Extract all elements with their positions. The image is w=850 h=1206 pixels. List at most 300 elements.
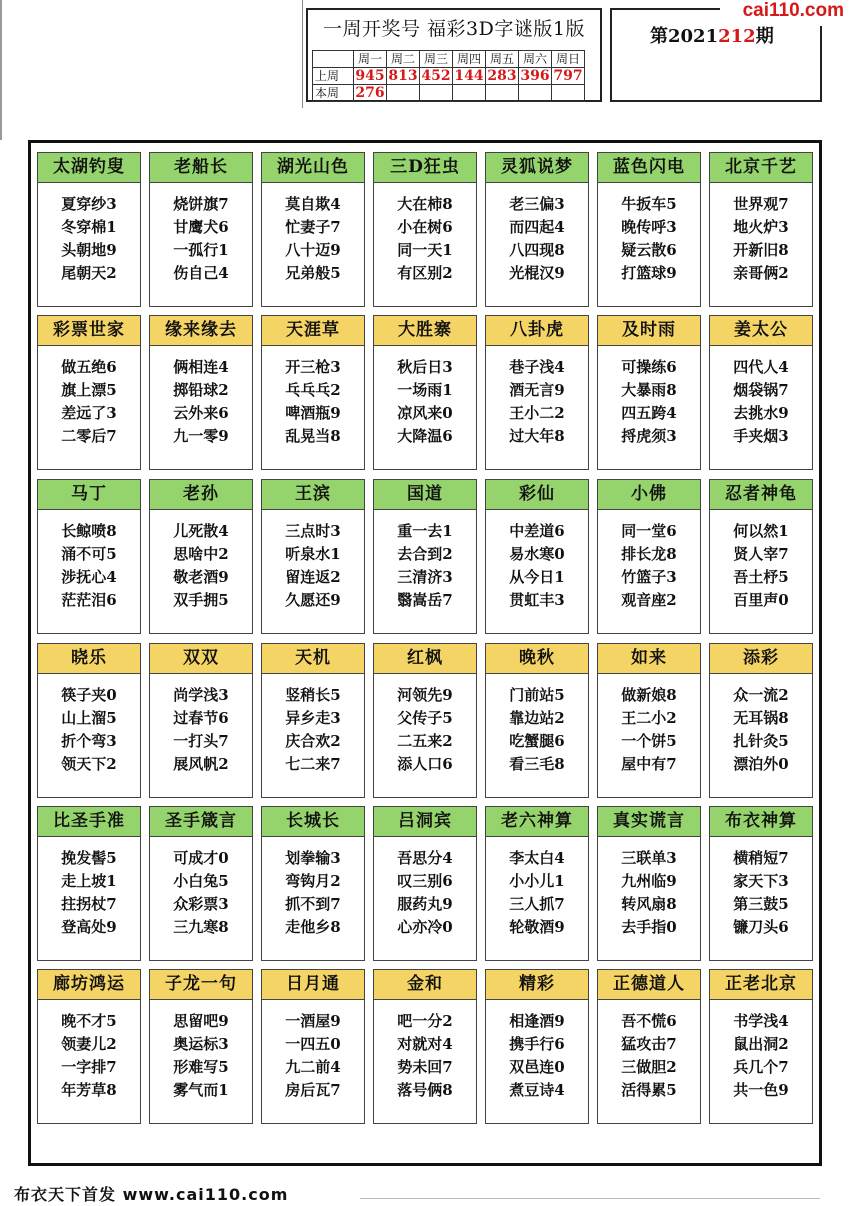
issue-highlight: 212 — [718, 26, 756, 47]
draw-number: 283 — [487, 68, 517, 84]
riddle-line: 家天下3 — [733, 872, 789, 890]
riddle-lines — [262, 193, 364, 285]
draw-number — [387, 85, 420, 102]
riddle-line: 九一零9 — [173, 427, 229, 445]
card-author-title: 姜太公 — [710, 316, 812, 346]
riddle-lines — [486, 356, 588, 448]
riddle-line: 无耳锅8 — [733, 709, 789, 727]
riddle-card — [373, 643, 477, 798]
day-label: 周日 — [552, 51, 585, 68]
riddle-lines — [150, 520, 252, 612]
riddle-line: 年芳草8 — [61, 1081, 117, 1099]
riddle-lines — [598, 1010, 700, 1102]
card-author-title: 王滨 — [262, 480, 364, 510]
riddle-line: 八四现8 — [509, 241, 565, 259]
riddle-line: 屋中有7 — [621, 755, 677, 773]
riddle-line: 留连返2 — [285, 568, 341, 586]
draw-number: 144 — [454, 68, 484, 84]
card-author-title: 红枫 — [374, 644, 476, 674]
riddle-lines — [598, 193, 700, 285]
card-author-title: 正德道人 — [598, 970, 700, 1000]
riddle-card — [149, 806, 253, 961]
riddle-lines — [598, 356, 700, 448]
riddle-card — [597, 479, 701, 634]
riddle-line: 双邑连0 — [509, 1058, 565, 1076]
riddle-line: 涌不可5 — [61, 545, 117, 563]
draw-number — [453, 85, 486, 102]
riddle-line: 三清济3 — [397, 568, 453, 586]
corner-cell — [313, 51, 354, 68]
card-author-title: 国道 — [374, 480, 476, 510]
card-author-title: 长城长 — [262, 807, 364, 837]
riddle-lines — [262, 847, 364, 939]
riddle-line: 拄拐杖7 — [61, 895, 117, 913]
riddle-card — [709, 479, 813, 634]
riddle-line: 做新娘8 — [621, 686, 677, 704]
card-author-title: 精彩 — [486, 970, 588, 1000]
riddle-card — [261, 969, 365, 1124]
riddle-card — [149, 479, 253, 634]
riddle-line: 双手拥5 — [173, 591, 229, 609]
draw-number — [519, 85, 552, 102]
riddle-lines — [598, 520, 700, 612]
riddle-line: 煮豆诗4 — [509, 1081, 565, 1099]
riddle-line: 弯钩月2 — [285, 872, 341, 890]
riddle-line: 涉抚心4 — [61, 568, 117, 586]
riddle-line: 叹三别6 — [397, 872, 453, 890]
riddle-card — [485, 152, 589, 307]
riddle-card — [709, 969, 813, 1124]
riddle-card — [373, 806, 477, 961]
riddle-line: 雾气而1 — [173, 1081, 229, 1099]
riddle-line: 共一色9 — [733, 1081, 789, 1099]
riddle-line: 思留吧9 — [173, 1012, 229, 1030]
riddle-line: 而四起4 — [509, 218, 565, 236]
riddle-line: 庆合欢2 — [285, 732, 341, 750]
last-week-row — [313, 68, 585, 85]
riddle-card — [37, 479, 141, 634]
riddle-line: 添人口6 — [397, 755, 453, 773]
riddle-lines — [710, 684, 812, 776]
riddle-line: 世界观7 — [733, 195, 789, 213]
riddle-line: 吾思分4 — [397, 849, 453, 867]
card-author-title: 天涯草 — [262, 316, 364, 346]
riddle-line: 久愿还9 — [285, 591, 341, 609]
riddle-line: 登高处9 — [61, 918, 117, 936]
card-author-title: 小佛 — [598, 480, 700, 510]
riddle-card — [261, 315, 365, 470]
riddle-line: 三做胆2 — [621, 1058, 677, 1076]
riddle-line: 中差道6 — [509, 522, 565, 540]
card-author-title: 双双 — [150, 644, 252, 674]
riddle-card — [373, 152, 477, 307]
riddle-line: 掷铅球2 — [173, 381, 229, 399]
draw-number — [486, 85, 519, 102]
riddle-line: 书学浅4 — [733, 1012, 789, 1030]
riddle-line: 活得累5 — [621, 1081, 677, 1099]
riddle-lines — [374, 684, 476, 776]
riddle-line: 第三鼓5 — [733, 895, 789, 913]
riddle-line: 捋虎须3 — [621, 427, 677, 445]
riddle-line: 从今日1 — [509, 568, 565, 586]
riddle-lines — [374, 520, 476, 612]
riddle-line: 吃蟹腿6 — [509, 732, 565, 750]
riddle-line: 看三毛8 — [509, 755, 565, 773]
riddle-line: 吾土杼5 — [733, 568, 789, 586]
riddle-line: 小白兔5 — [173, 872, 229, 890]
riddle-grid-frame — [28, 140, 822, 1166]
riddle-line: 听泉水1 — [285, 545, 341, 563]
riddle-line: 老三偏3 — [509, 195, 565, 213]
riddle-line: 竖稍长5 — [285, 686, 341, 704]
riddle-line: 茫茫泪6 — [61, 591, 117, 609]
riddle-line: 一字排7 — [61, 1058, 117, 1076]
card-author-title: 添彩 — [710, 644, 812, 674]
riddle-line: 冬穿棉1 — [61, 218, 117, 236]
riddle-line: 晚不才5 — [61, 1012, 117, 1030]
riddle-card — [373, 479, 477, 634]
riddle-line: 过春节6 — [173, 709, 229, 727]
riddle-line: 晚传呼3 — [621, 218, 677, 236]
riddle-line: 七二来7 — [285, 755, 341, 773]
riddle-line: 势未回7 — [397, 1058, 453, 1076]
riddle-lines — [38, 684, 140, 776]
card-author-title: 真实谎言 — [598, 807, 700, 837]
riddle-line: 一四五0 — [285, 1035, 341, 1053]
riddle-lines — [150, 847, 252, 939]
footer-rule — [360, 1198, 820, 1199]
riddle-line: 易水寒0 — [509, 545, 565, 563]
card-author-title: 金和 — [374, 970, 476, 1000]
card-author-title: 马丁 — [38, 480, 140, 510]
card-author-title: 灵狐说梦 — [486, 153, 588, 183]
card-author-title: 大胜寨 — [374, 316, 476, 346]
card-author-title: 比圣手准 — [38, 807, 140, 837]
riddle-lines — [710, 193, 812, 285]
riddle-lines — [486, 684, 588, 776]
riddle-card — [373, 315, 477, 470]
riddle-card — [597, 969, 701, 1124]
riddle-card — [597, 152, 701, 307]
riddle-lines — [598, 684, 700, 776]
riddle-card — [37, 643, 141, 798]
riddle-card — [149, 152, 253, 307]
card-author-title: 蓝色闪电 — [598, 153, 700, 183]
riddle-card — [597, 806, 701, 961]
riddle-lines — [710, 1010, 812, 1102]
riddle-line: 领妻儿2 — [61, 1035, 117, 1053]
riddle-lines — [262, 1010, 364, 1102]
riddle-line: 俩相连4 — [173, 358, 229, 376]
riddle-line: 相逢酒9 — [509, 1012, 565, 1030]
riddle-line: 一打头7 — [173, 732, 229, 750]
riddle-line: 服药丸9 — [397, 895, 453, 913]
riddle-line: 差远了3 — [61, 404, 117, 422]
riddle-line: 烧饼旗7 — [173, 195, 229, 213]
riddle-line: 漂泊外0 — [733, 755, 789, 773]
riddle-lines — [486, 193, 588, 285]
riddle-lines — [486, 520, 588, 612]
riddle-line: 兄弟般5 — [285, 264, 341, 282]
riddle-line: 小在树6 — [397, 218, 453, 236]
riddle-card — [261, 152, 365, 307]
riddle-card — [37, 152, 141, 307]
riddle-line: 靠边站2 — [509, 709, 565, 727]
riddle-line: 横稍短7 — [733, 849, 789, 867]
riddle-line: 翳嵩岳7 — [397, 591, 453, 609]
riddle-card — [709, 806, 813, 961]
riddle-line: 众一流2 — [733, 686, 789, 704]
riddle-line: 小小儿1 — [509, 872, 565, 890]
riddle-line: 同一天1 — [397, 241, 453, 259]
riddle-line: 秋后日3 — [397, 358, 453, 376]
card-author-title: 三D狂虫 — [374, 153, 476, 183]
riddle-line: 九二前4 — [285, 1058, 341, 1076]
riddle-line: 三九寒8 — [173, 918, 229, 936]
riddle-lines — [38, 847, 140, 939]
riddle-line: 挽发髻5 — [61, 849, 117, 867]
riddle-line: 可操练6 — [621, 358, 677, 376]
riddle-line: 亲哥俩2 — [733, 264, 789, 282]
riddle-line: 尚学浅3 — [173, 686, 229, 704]
riddle-line: 伤自己4 — [173, 264, 229, 282]
riddle-line: 携手行6 — [509, 1035, 565, 1053]
riddle-lines — [38, 193, 140, 285]
riddle-card — [709, 152, 813, 307]
riddle-lines — [486, 847, 588, 939]
riddle-line: 走上坡1 — [61, 872, 117, 890]
riddle-lines — [710, 520, 812, 612]
riddle-card — [37, 969, 141, 1124]
panel-title: 一周开奖号 福彩3D字谜版1版 — [323, 18, 585, 40]
riddle-line: 众彩票3 — [173, 895, 229, 913]
riddle-line: 敬老酒9 — [173, 568, 229, 586]
riddle-line: 一酒屋9 — [285, 1012, 341, 1030]
riddle-card — [261, 643, 365, 798]
draw-number — [420, 85, 453, 102]
card-author-title: 北京千艺 — [710, 153, 812, 183]
draw-number: 945 — [355, 68, 385, 84]
riddle-line: 乓乓乓2 — [285, 381, 341, 399]
riddle-line: 贤人宰7 — [733, 545, 789, 563]
riddle-line: 观音座2 — [621, 591, 677, 609]
riddle-line: 酒无言9 — [509, 381, 565, 399]
riddle-line: 一场雨1 — [397, 381, 453, 399]
day-label: 周一 — [354, 51, 387, 68]
riddle-card — [485, 479, 589, 634]
riddle-line: 奥运标3 — [173, 1035, 229, 1053]
issue-suffix: 期 — [755, 26, 774, 47]
card-author-title: 太湖钓叟 — [38, 153, 140, 183]
card-author-title: 日月通 — [262, 970, 364, 1000]
riddle-line: 去挑水9 — [733, 404, 789, 422]
draw-number: 452 — [421, 68, 451, 84]
draw-number: 276 — [355, 85, 385, 101]
riddle-line: 手夹烟3 — [733, 427, 789, 445]
riddle-line: 形难写5 — [173, 1058, 229, 1076]
card-author-title: 缘来缘去 — [150, 316, 252, 346]
riddle-line: 父传子5 — [397, 709, 453, 727]
riddle-lines — [262, 520, 364, 612]
riddle-line: 九州临9 — [621, 872, 677, 890]
riddle-line: 啤酒瓶9 — [285, 404, 341, 422]
riddle-line: 筷子夹0 — [61, 686, 117, 704]
card-author-title: 及时雨 — [598, 316, 700, 346]
issue-prefix: 第2021 — [650, 26, 719, 47]
riddle-card — [37, 806, 141, 961]
riddle-line: 竹篮子3 — [621, 568, 677, 586]
riddle-line: 二零后7 — [61, 427, 117, 445]
day-label: 周四 — [453, 51, 486, 68]
riddle-line: 百里声0 — [733, 591, 789, 609]
card-author-title: 晚秋 — [486, 644, 588, 674]
riddle-line: 可成才0 — [173, 849, 229, 867]
riddle-line: 大暴雨8 — [621, 381, 677, 399]
riddle-lines — [374, 193, 476, 285]
riddle-lines — [150, 356, 252, 448]
card-author-title: 八卦虎 — [486, 316, 588, 346]
card-author-title: 子龙一句 — [150, 970, 252, 1000]
riddle-lines — [486, 1010, 588, 1102]
riddle-line: 重一去1 — [397, 522, 453, 540]
riddle-line: 王二小2 — [621, 709, 677, 727]
riddle-line: 儿死散4 — [173, 522, 229, 540]
riddle-line: 鼠出洞2 — [733, 1035, 789, 1053]
riddle-lines — [710, 847, 812, 939]
card-author-title: 老孙 — [150, 480, 252, 510]
day-label: 周三 — [420, 51, 453, 68]
riddle-line: 抓不到7 — [285, 895, 341, 913]
riddle-line: 二五来2 — [397, 732, 453, 750]
card-author-title: 正老北京 — [710, 970, 812, 1000]
day-label: 周二 — [387, 51, 420, 68]
riddle-line: 旗上漂5 — [61, 381, 117, 399]
riddle-line: 一个饼5 — [621, 732, 677, 750]
day-label: 周六 — [519, 51, 552, 68]
card-author-title: 彩票世家 — [38, 316, 140, 346]
riddle-line: 何以然1 — [733, 522, 789, 540]
card-author-title: 廊坊鸿运 — [38, 970, 140, 1000]
riddle-line: 领天下2 — [61, 755, 117, 773]
page-edge-line — [0, 0, 2, 140]
riddle-lines — [150, 193, 252, 285]
riddle-lines — [262, 684, 364, 776]
card-author-title: 老六神算 — [486, 807, 588, 837]
riddle-line: 兵几个7 — [733, 1058, 789, 1076]
riddle-line: 展风帆2 — [173, 755, 229, 773]
riddle-line: 四五跨4 — [621, 404, 677, 422]
riddle-line: 贯虹丰3 — [509, 591, 565, 609]
weekly-draw-table — [312, 50, 585, 102]
site-logo[interactable]: cai110.com — [720, 0, 850, 26]
riddle-lines — [374, 847, 476, 939]
card-author-title: 如来 — [598, 644, 700, 674]
riddle-line: 做五绝6 — [61, 358, 117, 376]
riddle-line: 莫自欺4 — [285, 195, 341, 213]
riddle-line: 四代人4 — [733, 358, 789, 376]
riddle-line: 吧一分2 — [397, 1012, 453, 1030]
riddle-line: 李太白4 — [509, 849, 565, 867]
riddle-line: 排长龙8 — [621, 545, 677, 563]
riddle-lines — [150, 684, 252, 776]
card-author-title: 布衣神算 — [710, 807, 812, 837]
riddle-line: 吾不慌6 — [621, 1012, 677, 1030]
riddle-line: 头朝地9 — [61, 241, 117, 259]
card-author-title: 吕洞宾 — [374, 807, 476, 837]
riddle-line: 去合到2 — [397, 545, 453, 563]
riddle-line: 开新旧8 — [733, 241, 789, 259]
riddle-line: 乱晃当8 — [285, 427, 341, 445]
riddle-line: 山上溜5 — [61, 709, 117, 727]
card-author-title: 天机 — [262, 644, 364, 674]
day-label: 周五 — [486, 51, 519, 68]
riddle-line: 夏穿纱3 — [61, 195, 117, 213]
riddle-line: 光棍汉9 — [509, 264, 565, 282]
header-divider — [302, 0, 303, 108]
riddle-line: 走他乡8 — [285, 918, 341, 936]
riddle-line: 去手指0 — [621, 918, 677, 936]
riddle-line: 划拳输3 — [285, 849, 341, 867]
this-week-label: 本周 — [313, 85, 354, 102]
riddle-lines — [374, 1010, 476, 1102]
riddle-line: 大在柿8 — [397, 195, 453, 213]
riddle-card — [485, 806, 589, 961]
riddle-line: 心亦冷0 — [397, 918, 453, 936]
riddle-line: 轮敬酒9 — [509, 918, 565, 936]
riddle-line: 思啥中2 — [173, 545, 229, 563]
riddle-line: 忙妻子7 — [285, 218, 341, 236]
riddle-line: 烟袋锅7 — [733, 381, 789, 399]
riddle-line: 疑云散6 — [621, 241, 677, 259]
riddle-card — [485, 969, 589, 1124]
riddle-line: 对就对4 — [397, 1035, 453, 1053]
riddle-card — [261, 806, 365, 961]
riddle-line: 甘鹰犬6 — [173, 218, 229, 236]
riddle-card — [149, 643, 253, 798]
riddle-card — [373, 969, 477, 1124]
riddle-line: 折个弯3 — [61, 732, 117, 750]
riddle-line: 房后瓦7 — [285, 1081, 341, 1099]
card-author-title: 湖光山色 — [262, 153, 364, 183]
card-author-title: 老船长 — [150, 153, 252, 183]
draw-number — [552, 85, 585, 102]
riddle-line: 扎针灸5 — [733, 732, 789, 750]
riddle-card — [149, 969, 253, 1124]
riddle-line: 同一堂6 — [621, 522, 677, 540]
riddle-line: 尾朝天2 — [61, 264, 117, 282]
riddle-line: 落号俩8 — [397, 1081, 453, 1099]
riddle-line: 三人抓7 — [509, 895, 565, 913]
riddle-card — [485, 643, 589, 798]
riddle-line: 有区别2 — [397, 264, 453, 282]
riddle-line: 开三枪3 — [285, 358, 341, 376]
draw-number: 797 — [553, 68, 583, 84]
riddle-line: 王小二2 — [509, 404, 565, 422]
riddle-card — [597, 315, 701, 470]
riddle-line: 打篮球9 — [621, 264, 677, 282]
riddle-line: 转风扇8 — [621, 895, 677, 913]
riddle-lines — [38, 1010, 140, 1102]
riddle-line: 门前站5 — [509, 686, 565, 704]
card-author-title: 圣手箴言 — [150, 807, 252, 837]
riddle-line: 镰刀头6 — [733, 918, 789, 936]
riddle-card — [597, 643, 701, 798]
draw-number: 396 — [520, 68, 550, 84]
riddle-line: 巷子浅4 — [509, 358, 565, 376]
riddle-line: 过大年8 — [509, 427, 565, 445]
riddle-line: 猛攻击7 — [621, 1035, 677, 1053]
riddle-line: 三点时3 — [285, 522, 341, 540]
